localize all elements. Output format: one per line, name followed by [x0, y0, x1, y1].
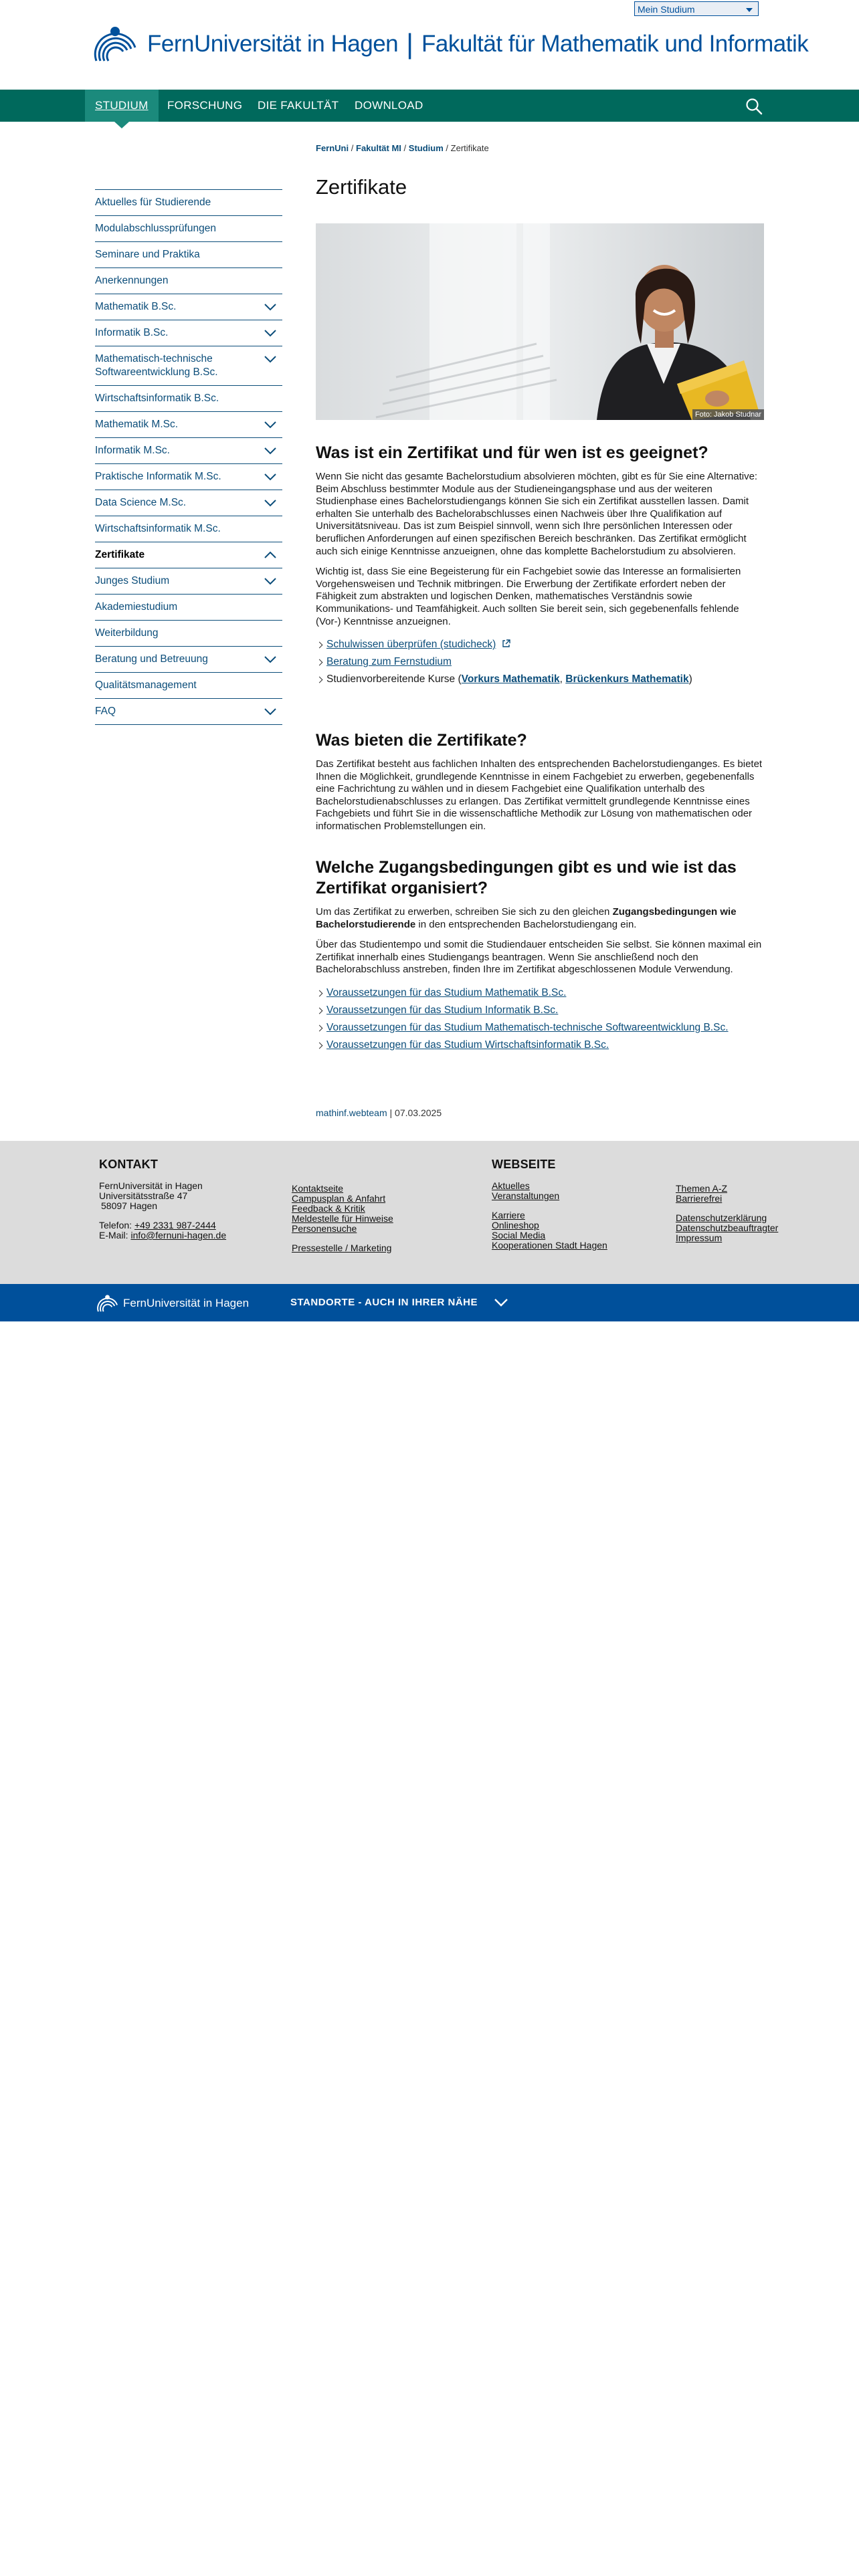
paragraph: Wichtig ist, dass Sie eine Begeisterung für ein Fachgebiet sowie das Interesse an formalisierten Vorgehensweisen und Technik mitbringen. Die Erwerbung der Zertifikate erfordert neben der Fähigkeit zum abstrakten und logischen Denken, mathematisches Verständnis sowie Kommunikations- und Teamfähigkeit. Auch sollten Sie bereit sein, sich gegebenenfalls fehlende (Vor-) Kenntnisse anzueignen. [316, 566, 741, 627]
sidebar-item-zertifikate[interactable] [95, 542, 282, 568]
paragraph: Wenn Sie nicht das gesamte Bachelorstudium absolvieren möchten, gibt es für Sie eine Alternative: Beim Abschluss bestimmter Module aus der Studieneingangsphase und aus der weiteren Studienphase eines Bachelorstudiengangs können Sie sich ein Zertifikat ausstellen lassen. Damit erhalten Sie unterhalb des Bachelorabschlusses einen Nachweis über Ihre Qualifikation auf Universitätsniveau. Das ist zum Beispiel sinnvoll, wenn sich Ihre persönlichen Interessen oder beruflichen Anforderungen auf einen spezifischen Bereich beschränken. Das Zertifikat ermöglicht auch sich einige Kenntnisse anzueignen, ohne das komplette Bachelorstudium zu absolvieren. [316, 471, 758, 557]
footer-link-meldestelle[interactable]: Meldestelle für Hinweise [292, 1213, 393, 1224]
footer-link-pressestelle[interactable]: Pressestelle / Marketing [292, 1243, 392, 1253]
brand-name: FernUniversität in Hagen [147, 31, 399, 57]
sidebar-item-wirtschaftsinformatik-m-sc[interactable] [95, 516, 282, 542]
nav-item-download[interactable]: DOWNLOAD [355, 99, 423, 112]
sidebar-item-label: Mathematisch-technische Softwareentwicklung B.Sc. [95, 353, 218, 378]
sidebar-item-mathematik-b-sc[interactable] [95, 294, 282, 320]
list-item [316, 653, 764, 671]
mein-studium-label: Mein Studium [638, 4, 695, 15]
footer-col-services [292, 1184, 466, 1253]
section-was-bieten-die-zertifikate [316, 730, 764, 841]
footer-link-barrierefrei[interactable]: Barrierefrei [676, 1193, 723, 1204]
list-item [316, 1019, 764, 1037]
courses-suffix: ) [688, 673, 692, 685]
sidebar-item-label: Akademiestudium [95, 601, 178, 613]
paragraph-text: in den entsprechenden Bachelorstudiengang ein. [415, 918, 637, 930]
footer-link-themen-az[interactable]: Themen A-Z [676, 1183, 728, 1194]
sidebar-item-qualitätsmanagement[interactable] [95, 672, 282, 698]
breadcrumb-fakultaet[interactable]: Fakultät MI [356, 143, 401, 153]
chevron-down-icon[interactable] [264, 421, 277, 429]
list-item [316, 671, 764, 688]
paragraph [316, 906, 764, 931]
hero-image [316, 223, 764, 420]
voraussetzungen-mtse-link[interactable]: Voraussetzungen für das Studium Mathematisch-technische Softwareentwicklung B.Sc. [326, 1021, 729, 1033]
footer-link-impressum[interactable]: Impressum [676, 1232, 723, 1243]
spacer [676, 1204, 850, 1213]
list-item [316, 1002, 764, 1019]
image-credit: Foto: Jakob Studnar [692, 409, 764, 420]
sidebar-item-label: FAQ [95, 706, 116, 717]
dropdown-arrow-icon [746, 8, 753, 12]
email-label: E-Mail: [99, 1230, 131, 1241]
logo-divider: | [406, 28, 414, 60]
footer-link-kontaktseite[interactable]: Kontaktseite [292, 1183, 344, 1194]
breadcrumb-separator: / [446, 143, 449, 153]
studicheck-link[interactable]: Schulwissen überprüfen (studicheck) [326, 639, 496, 651]
sidebar-item-label: Praktische Informatik M.Sc. [95, 471, 221, 482]
brueckenkurs-mathematik-link[interactable]: Brückenkurs Mathematik [565, 673, 689, 685]
paragraph-bold: Zugangsbedingungen wie Bachelorstudierende [316, 906, 737, 930]
main-navigation [0, 90, 859, 122]
sidebar-item-junges-studium[interactable] [95, 568, 282, 594]
sidebar-item-label: Data Science M.Sc. [95, 497, 187, 508]
mein-studium-select[interactable] [634, 1, 759, 16]
section-zugangsbedingungen [316, 857, 764, 1054]
voraussetzungen-mathematik-link[interactable]: Voraussetzungen für das Studium Mathematik B.Sc. [326, 986, 567, 998]
external-link-icon [502, 639, 510, 648]
sidebar-item-label: Informatik M.Sc. [95, 445, 170, 456]
sidebar-item-label: Mathematik M.Sc. [95, 419, 179, 430]
list-item [316, 636, 764, 653]
chevron-down-icon[interactable] [264, 655, 277, 663]
nav-item-studium[interactable]: STUDIUM [85, 90, 159, 122]
footer-link-kooperationen[interactable]: Kooperationen Stadt Hagen [492, 1240, 607, 1251]
sidebar-item-weiterbildung[interactable] [95, 620, 282, 646]
footer-link-personensuche[interactable]: Personensuche [292, 1223, 357, 1234]
chevron-down-icon[interactable] [264, 708, 277, 716]
breadcrumb-separator: / [351, 143, 354, 153]
sidebar-item-aktuelles-für-studierende[interactable] [95, 189, 282, 215]
sidebar-item-praktische-informatik-m-sc[interactable] [95, 463, 282, 490]
chevron-down-icon[interactable] [494, 1298, 508, 1307]
site-header [0, 0, 859, 90]
footer-col-legal [676, 1184, 850, 1243]
sidebar-item-modulabschlussprüfungen[interactable] [95, 215, 282, 241]
sidebar-item-informatik-m-sc[interactable] [95, 437, 282, 463]
nav-item-forschung[interactable]: FORSCHUNG [167, 99, 243, 112]
search-icon[interactable] [744, 96, 764, 116]
fernuni-logo[interactable] [92, 19, 808, 70]
sidebar-item-label: Seminare und Praktika [95, 249, 200, 260]
footer-heading: WEBSEITE [492, 1158, 556, 1171]
list-item [316, 1037, 764, 1054]
sidebar-item-seminare-und-praktika[interactable] [95, 241, 282, 267]
spacer [99, 1211, 273, 1220]
footer-webseite [492, 1160, 666, 1251]
hero-photo-illustration [316, 223, 764, 420]
footer-brand-name: FernUniversität in Hagen [123, 1297, 250, 1309]
voraussetzungen-wirtschaftsinformatik-link[interactable]: Voraussetzungen für das Studium Wirtschaftsinformatik B.Sc. [326, 1039, 609, 1051]
address-city: 58097 Hagen [101, 1200, 158, 1211]
footer-link-campusplan[interactable]: Campusplan & Anfahrt [292, 1193, 386, 1204]
spacer [292, 1234, 466, 1243]
breadcrumb-fernuni[interactable]: FernUni [316, 143, 349, 153]
page-meta [316, 1107, 442, 1118]
address-street: Universitätsstraße 47 [99, 1190, 188, 1201]
nav-item-die-fakultaet[interactable]: DIE FAKULTÄT [258, 99, 339, 112]
address-name: FernUniversität in Hagen [99, 1180, 203, 1191]
footer-link-datenschutzerklaerung[interactable]: Datenschutzerklärung [676, 1212, 767, 1223]
email-link[interactable]: info@fernuni-hagen.de [130, 1230, 227, 1241]
footer-bottom-bar [0, 1284, 859, 1321]
sidebar-item-label: Weiterbildung [95, 627, 159, 639]
paragraph: Das Zertifikat besteht aus fachlichen Inhalten des entsprechenden Bachelorstudienganges. Es bietet Ihnen die Möglichkeit, grundlegende Kenntnisse in einem Fachgebiet zu erwerben, gegebenenfalls eine Fachrichtung zu wählen und in diesem Fachgebiet eine Qualifikation unterhalb des Bachelorstudienabschlusses zu erlangen. Das Zertifikat vermittelt grundlegende Kenntnisse eines Fachgebiets und führt Sie in die wissenschaftliche Methodik zur Lösung von mathematischen oder informatischen Problemstellungen ein. [316, 758, 763, 832]
sidebar-item-mathematik-m-sc[interactable] [95, 411, 282, 437]
page-title: Zertifikate [316, 175, 407, 199]
sidebar-item-informatik-b-sc[interactable] [95, 320, 282, 346]
fernuni-emblem-icon [95, 1292, 120, 1315]
chevron-down-icon[interactable] [264, 355, 277, 363]
last-updated-date: 07.03.2025 [395, 1107, 442, 1118]
paragraph-text: Um das Zertifikat zu erwerben, schreiben Sie sich zu den gleichen [316, 906, 613, 918]
footer-link-social-media[interactable]: Social Media [492, 1230, 546, 1241]
sidebar-item-label: Zertifikate [95, 549, 145, 560]
email-line [99, 1230, 273, 1241]
paragraph: Über das Studientempo und somit die Studiendauer entscheiden Sie selbst. Sie können maximal ein Zertifikat innerhalb eines Studiengangs beantragen. Wenn Sie anschließend noch den Bachelorabschluss anstreben, finden Ihre im Zertifikat abgeschlossenen Module Verwendung. [316, 939, 762, 976]
sidebar-item-wirtschaftsinformatik-b-sc[interactable] [95, 385, 282, 411]
phone-link[interactable]: +49 2331 987-2444 [134, 1220, 216, 1230]
footer-link-aktuelles[interactable]: Aktuelles [492, 1180, 530, 1191]
webteam-link[interactable]: mathinf.webteam [316, 1107, 387, 1118]
courses-prefix: Studienvorbereitende Kurse ( [326, 673, 462, 685]
sidebar-item-akademiestudium[interactable] [95, 594, 282, 620]
breadcrumb-current: Zertifikate [450, 143, 489, 153]
chevron-down-icon[interactable] [264, 303, 277, 311]
sidebar-divider [95, 724, 282, 725]
breadcrumb [316, 143, 489, 153]
faculty-name: Fakultät für Mathematik und Informatik [421, 31, 809, 57]
sidebar-item-label: Qualitätsmanagement [95, 679, 197, 691]
breadcrumb-studium[interactable]: Studium [408, 143, 444, 153]
chevron-down-icon[interactable] [264, 329, 277, 337]
footer-heading: KONTAKT [99, 1158, 159, 1171]
sidebar-item-label: Informatik B.Sc. [95, 327, 169, 338]
spacer [492, 1201, 666, 1210]
breadcrumb-separator: / [403, 143, 407, 153]
sidebar-item-label: Wirtschaftsinformatik B.Sc. [95, 393, 219, 404]
footer-link-veranstaltungen[interactable]: Veranstaltungen [492, 1190, 560, 1201]
chevron-down-icon[interactable] [264, 447, 277, 455]
voraussetzungen-informatik-link[interactable]: Voraussetzungen für das Studium Informatik B.Sc. [326, 1004, 559, 1016]
sidebar-item-anerkennungen[interactable] [95, 267, 282, 294]
footer-link-karriere[interactable]: Karriere [492, 1210, 525, 1220]
meta-separator: | [387, 1107, 395, 1118]
section-heading: Was ist ein Zertifikat und für wen ist es geeignet? [316, 443, 708, 462]
sidebar-item-data-science-m-sc[interactable] [95, 490, 282, 516]
voraussetzungen-link-list [316, 984, 764, 1054]
chevron-up-icon[interactable] [264, 551, 277, 559]
sidebar-item-label: Wirtschaftsinformatik M.Sc. [95, 523, 221, 534]
phone-line [99, 1220, 273, 1230]
section-heading: Welche Zugangsbedingungen gibt es und wie ist das Zertifikat organisiert? [316, 858, 737, 897]
site-footer [0, 1141, 859, 1284]
phone-label: Telefon: [99, 1220, 134, 1230]
chevron-down-icon[interactable] [264, 473, 277, 481]
footer-logo[interactable] [95, 1292, 249, 1315]
sidebar-item-label: Aktuelles für Studierende [95, 197, 211, 208]
sidebar-item-label: Junges Studium [95, 575, 170, 586]
footer-kontakt [99, 1160, 273, 1241]
list-item [316, 984, 764, 1002]
sidebar-navigation [95, 189, 282, 725]
sidebar-item-label: Beratung und Betreuung [95, 653, 208, 665]
vorkurs-mathematik-link[interactable]: Vorkurs Mathematik [461, 673, 560, 685]
fernuni-emblem-icon [92, 21, 139, 68]
sidebar-item-faq[interactable] [95, 698, 282, 724]
link-list [316, 636, 764, 688]
sidebar-item-label: Mathematik B.Sc. [95, 301, 177, 312]
footer-link-datenschutzbeauftragter[interactable]: Datenschutzbeauftragter [676, 1222, 779, 1233]
chevron-down-icon[interactable] [264, 577, 277, 585]
section-was-ist-ein-zertifikat [316, 443, 764, 688]
beratung-fernstudium-link[interactable]: Beratung zum Fernstudium [326, 656, 452, 668]
chevron-down-icon[interactable] [264, 499, 277, 507]
sidebar-item-label: Modulabschlussprüfungen [95, 223, 216, 234]
sidebar-item-beratung-und-betreuung[interactable] [95, 646, 282, 672]
section-heading: Was bieten die Zertifikate? [316, 731, 527, 750]
sidebar-item-label: Anerkennungen [95, 275, 169, 286]
standorte-toggle[interactable]: STANDORTE - AUCH IN IHRER NÄHE [290, 1297, 478, 1308]
courses-separator: , [559, 673, 566, 685]
sidebar-item-mathematisch-technische-softwareentwicklung-b-sc[interactable] [95, 346, 282, 385]
footer-link-onlineshop[interactable]: Onlineshop [492, 1220, 539, 1230]
footer-link-feedback[interactable]: Feedback & Kritik [292, 1203, 365, 1214]
